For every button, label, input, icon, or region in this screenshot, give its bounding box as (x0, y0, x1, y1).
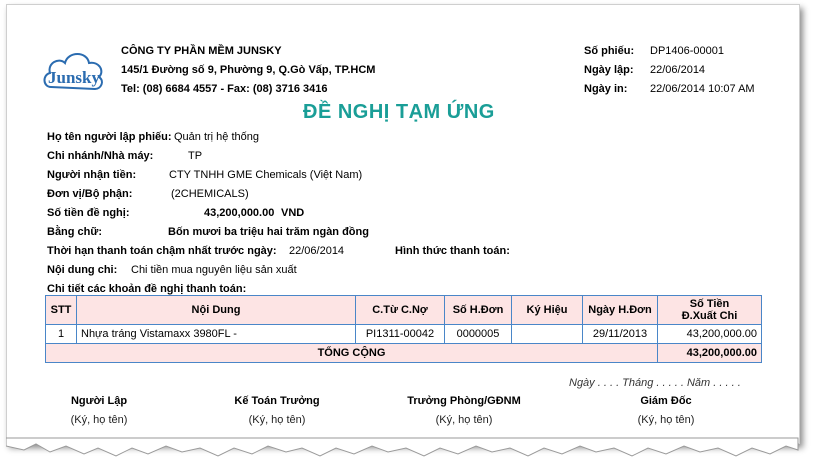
cell-chung-tu: PI1311-00042 (356, 325, 445, 344)
col-so-hoa-don: Số H.Đơn (445, 296, 512, 325)
col-noi-dung: Nội Dung (77, 296, 356, 325)
company-address: 145/1 Đường số 9, Phường 9, Q.Gò Vấp, TP.HCM (121, 64, 376, 76)
cell-so-tien: 43,200,000.00 (658, 325, 762, 344)
noi-dung-value: Chi tiền mua nguyên liệu sản xuất (131, 264, 297, 276)
date-line: Ngày . . . . Tháng . . . . . Năm . . . . . (569, 377, 741, 389)
sig-nguoi-lap-sub: (Ký, họ tên) (70, 414, 128, 426)
thoi-han-value: 22/06/2014 (289, 245, 345, 257)
ngay-lap-label: Ngày lập: (584, 64, 634, 76)
table-row (46, 325, 762, 344)
sig-truong-phong-title: Trưởng Phòng/GĐNM (407, 395, 521, 407)
cell-noi-dung: Nhựa tráng Vistamaxx 3980FL - (77, 325, 356, 344)
chi-tiet-label: Chi tiết các khoản đề nghị thanh toán: (47, 283, 247, 295)
cell-stt: 1 (46, 325, 77, 344)
sig-ke-toan-title: Kế Toán Trưởng (234, 395, 320, 407)
nguoi-nhan-value: CTY TNHH GME Chemicals (Việt Nam) (169, 169, 363, 181)
col-ky-hieu: Ký Hiệu (512, 296, 583, 325)
col-ngay-hoa-don: Ngày H.Đơn (583, 296, 658, 325)
so-phieu-label: Số phiếu: (584, 45, 635, 57)
sig-nguoi-lap-title: Người Lập (70, 395, 128, 407)
nguoi-nhan-label: Người nhận tiền: (47, 169, 137, 181)
ngay-lap-value: 22/06/2014 (650, 64, 706, 76)
ho-ten-value: Quản trị hệ thống (174, 131, 260, 143)
ngay-in-value: 22/06/2014 10:07 AM (650, 83, 755, 95)
total-row (46, 344, 762, 363)
torn-edge (6, 436, 806, 462)
cell-ngay-hoa-don: 29/11/2013 (583, 325, 658, 344)
sig-truong-phong-sub: (Ký, họ tên) (435, 414, 493, 426)
so-phieu-value: DP1406-00001 (650, 45, 725, 57)
cell-ky-hieu (512, 325, 583, 344)
col-so-tien-line2: Đ.Xuất Chi (681, 310, 738, 322)
company-phone: Tel: (08) 6684 4557 - Fax: (08) 3716 3416 (121, 83, 328, 95)
company-name: CÔNG TY PHẦN MỀM JUNSKY (121, 45, 282, 57)
noi-dung-label: Nội dung chi: (47, 264, 118, 276)
bang-chu-value: Bốn mươi ba triệu hai trăm ngàn đồng (168, 226, 369, 238)
hinh-thuc-label: Hình thức thanh toán: (395, 245, 510, 257)
payment-detail-table (45, 295, 762, 363)
total-label: TỔNG CỘNG (46, 344, 658, 363)
sig-giam-doc-sub: (Ký, họ tên) (637, 414, 695, 426)
col-chung-tu: C.Từ C.Nợ (356, 296, 445, 325)
table-header-row (46, 296, 762, 325)
chi-nhanh-value: TP (188, 150, 203, 162)
cell-so-hoa-don: 0000005 (445, 325, 512, 344)
col-stt: STT (46, 296, 77, 325)
ho-ten-label: Họ tên người lập phiếu: (47, 131, 172, 143)
bang-chu-label: Bằng chữ: (47, 226, 103, 238)
don-vi-value: (2CHEMICALS) (171, 188, 249, 200)
total-value: 43,200,000.00 (658, 344, 762, 363)
document-title: ĐỀ NGHỊ TẠM ỨNG (303, 101, 495, 123)
don-vi-label: Đơn vị/Bộ phận: (47, 188, 133, 200)
col-so-tien (658, 296, 762, 325)
ngay-in-label: Ngày in: (584, 83, 628, 95)
sig-giam-doc-title: Giám Đốc (640, 395, 692, 407)
col-so-tien-line1: Số Tiền (689, 298, 730, 310)
logo-text: Junsky (48, 68, 100, 87)
currency: VND (281, 207, 305, 219)
sig-ke-toan-sub: (Ký, họ tên) (248, 414, 306, 426)
document-page (6, 4, 800, 444)
thoi-han-label: Thời hạn thanh toán chậm nhất trước ngày: (47, 245, 277, 257)
chi-nhanh-label: Chi nhánh/Nhà máy: (47, 150, 154, 162)
so-tien-value: 43,200,000.00 (204, 207, 275, 219)
so-tien-label: Số tiền đề nghị: (47, 207, 130, 219)
junsky-logo (41, 43, 107, 99)
